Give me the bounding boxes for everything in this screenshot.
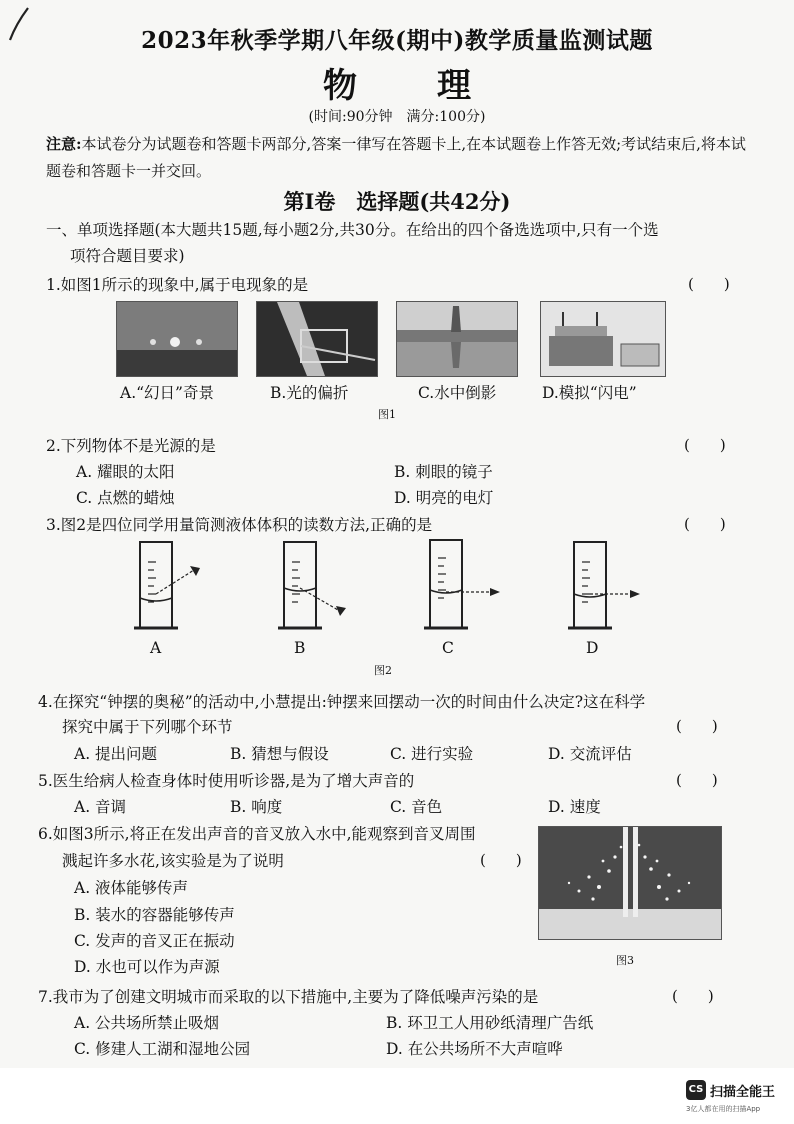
subject-char-1: 物 bbox=[323, 66, 357, 106]
q7-option-b: B. 环卫工人用砂纸清理广告纸 bbox=[386, 1014, 594, 1032]
q5-option-d: D. 速度 bbox=[548, 798, 601, 816]
q3-answer-paren: ( ) bbox=[684, 515, 726, 533]
q1-photo-a bbox=[116, 301, 238, 377]
section-title: 第Ⅰ卷 选择题(共42分) bbox=[283, 189, 511, 214]
note-text: 本试卷分为试题卷和答题卡两部分,答案一律写在答题卡上,在本试题卷上作答无效;考试结束后,将本试题卷和答题卡一并交回。 bbox=[46, 135, 746, 180]
subject-title bbox=[0, 58, 794, 107]
q5-option-b: B. 响度 bbox=[230, 798, 283, 816]
q2-option-d: D. 明亮的电灯 bbox=[394, 489, 494, 507]
part1-heading-line1: 一、单项选择题(本大题共15题,每小题2分,共30分。在给出的四个备选选项中,只有一个选 bbox=[46, 221, 659, 239]
scanner-slogan: 3亿人都在用的扫描App bbox=[686, 1105, 761, 1113]
q5-option-a: A. 音调 bbox=[74, 798, 127, 816]
q1-answer-paren: ( ) bbox=[688, 275, 730, 293]
subject-char-2: 理 bbox=[437, 66, 471, 106]
q7-answer-paren: ( ) bbox=[672, 987, 714, 1005]
q2-option-a: A. 耀眼的太阳 bbox=[76, 463, 175, 481]
q7-option-d: D. 在公共场所不大声喧哗 bbox=[386, 1040, 563, 1058]
q3-stem: 3.图2是四位同学用量筒测液体体积的读数方法,正确的是 bbox=[46, 516, 433, 534]
q6-photo-tuning-fork bbox=[538, 826, 722, 940]
q7-option-a: A. 公共场所禁止吸烟 bbox=[74, 1014, 220, 1032]
q1-option-a: A.“幻日”奇景 bbox=[120, 384, 214, 402]
q4-stem-line2: 探究中属于下列哪个环节 bbox=[62, 718, 233, 736]
q2-option-b: B. 刺眼的镜子 bbox=[394, 463, 493, 481]
q3-cylinder-c bbox=[410, 536, 510, 636]
q6-answer-paren: ( ) bbox=[480, 851, 522, 869]
q1-option-d: D.模拟“闪电” bbox=[542, 384, 637, 402]
q6-option-a: A. 液体能够传声 bbox=[74, 879, 189, 897]
q1-photo-b bbox=[256, 301, 378, 377]
q2-option-c: C. 点燃的蜡烛 bbox=[76, 489, 175, 507]
q3-label-d: D bbox=[586, 639, 599, 657]
scanner-logo: CS bbox=[686, 1080, 706, 1100]
q2-answer-paren: ( ) bbox=[684, 436, 726, 454]
q1-photo-c bbox=[396, 301, 518, 377]
q2-stem: 2.下列物体不是光源的是 bbox=[46, 437, 216, 455]
q1-figure-caption: 图1 bbox=[378, 408, 396, 421]
q3-cylinder-a bbox=[120, 536, 220, 636]
time-info: (时间:90分钟 满分:100分) bbox=[308, 109, 486, 125]
q1-stem: 1.如图1所示的现象中,属于电现象的是 bbox=[46, 276, 309, 294]
q4-stem-line1: 4.在探究“钟摆的奥秘”的活动中,小慧提出:钟摆来回摆动一次的时间由什么决定?这在科学 bbox=[38, 693, 646, 711]
q4-option-d: D. 交流评估 bbox=[548, 745, 632, 763]
q4-option-b: B. 猜想与假设 bbox=[230, 745, 329, 763]
q6-figure-caption: 图3 bbox=[616, 954, 634, 967]
exam-note bbox=[46, 131, 746, 185]
q1-photo-d bbox=[540, 301, 666, 377]
q6-stem-line2: 溅起许多水花,该实验是为了说明 bbox=[62, 852, 284, 870]
q3-cylinder-d bbox=[554, 536, 654, 636]
q1-option-c: C.水中倒影 bbox=[418, 384, 497, 402]
q5-answer-paren: ( ) bbox=[676, 771, 718, 789]
q4-option-c: C. 进行实验 bbox=[390, 745, 474, 763]
scan-margin bbox=[0, 1068, 794, 1124]
q7-stem: 7.我市为了创建文明城市而采取的以下措施中,主要为了降低噪声污染的是 bbox=[38, 988, 539, 1006]
q7-option-c: C. 修建人工湖和湿地公园 bbox=[74, 1040, 251, 1058]
q6-stem-line1: 6.如图3所示,将正在发出声音的音叉放入水中,能观察到音叉周围 bbox=[38, 825, 476, 843]
exam-title: 2023年秋季学期八年级(期中)教学质量监测试题 bbox=[141, 27, 653, 54]
q6-option-d: D. 水也可以作为声源 bbox=[74, 958, 220, 976]
q1-option-b: B.光的偏折 bbox=[270, 384, 349, 402]
q3-cylinder-b bbox=[264, 536, 364, 636]
part1-heading-line2: 项符合题目要求) bbox=[70, 247, 185, 265]
q5-option-c: C. 音色 bbox=[390, 798, 443, 816]
q6-option-b: B. 装水的容器能够传声 bbox=[74, 906, 235, 924]
q4-answer-paren: ( ) bbox=[676, 717, 718, 735]
q3-label-a: A bbox=[150, 639, 162, 657]
q4-option-a: A. 提出问题 bbox=[74, 745, 158, 763]
scanner-brand: 扫描全能王 bbox=[710, 1085, 776, 1100]
q5-stem: 5.医生给病人检查身体时使用听诊器,是为了增大声音的 bbox=[38, 772, 415, 790]
q3-label-b: B bbox=[294, 639, 306, 657]
q3-label-c: C bbox=[442, 639, 454, 657]
note-label: 注意: bbox=[46, 135, 82, 153]
q3-figure-caption: 图2 bbox=[374, 664, 392, 677]
q6-option-c: C. 发声的音叉正在振动 bbox=[74, 932, 235, 950]
